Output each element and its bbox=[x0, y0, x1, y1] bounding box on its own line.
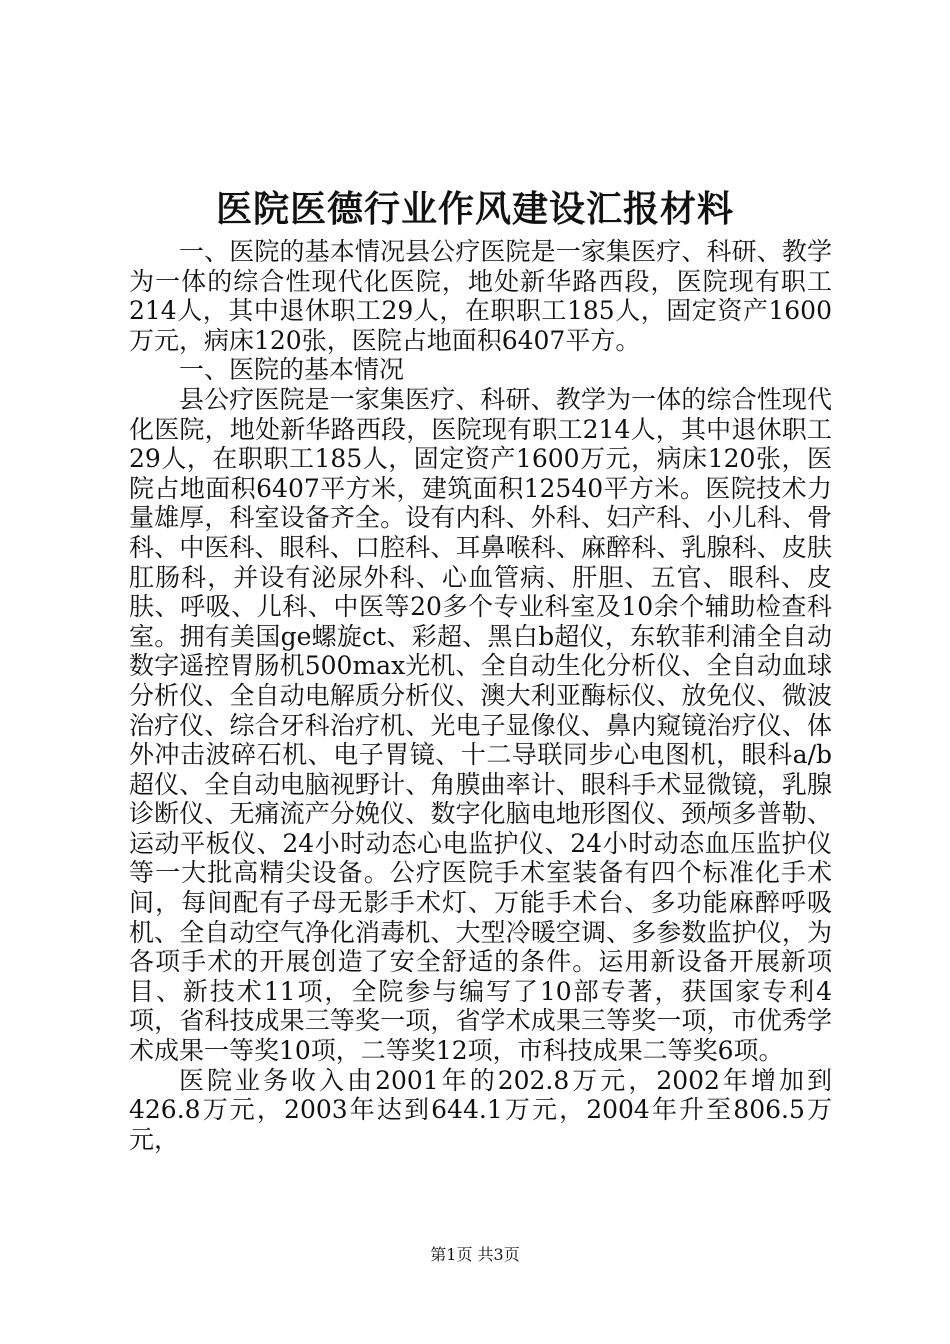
paragraph-revenue: 医院业务收入由2001年的202.8万元，2002年增加到426.8万元，2003年达到644.1万元，2004年升至806.5万元， bbox=[129, 1065, 832, 1154]
section-heading-basic-info: 一、医院的基本情况 bbox=[179, 355, 405, 385]
paragraph-basic-info: 县公疗医院是一家集医疗、科研、教学为一体的综合性现代化医院，地处新华路西段，医院现有职工214人，其中退休职工29人，在职职工185人，固定资产1600万元，病床120张，医院占地面积6407平方米，建筑面积12540平方米。医院技术力量雄厚，科室设备齐全。设有内科、外科、妇产科、小儿科、骨科、中医科、眼科、口腔科、耳鼻喉科、麻醉科、乳腺科、皮肤肛肠科，并设有泌尿外科、心血管病、肝胆、五官、眼科、皮肤、呼吸、儿科、中医等20多个专业科室及10余个辅助检查科室。拥有美国ge螺旋ct、彩超、黑白b超仪，东软菲利浦全自动数字遥控胃肠机500max光机、全自动生化分析仪、全自动血球分析仪、全自动电解质分析仪、澳大利亚酶标仪、放免仪、微波治疗仪、综合牙科治疗机、光电子显像仪、鼻内窥镜治疗仪、体外冲击波碎石机、电子胃镜、十二导联同步心电图机，眼科a/b超仪、全自动电脑视野计、角膜曲率计、眼科手术显微镜，乳腺诊断仪、无痛流产分娩仪、数字化脑电地形图仪、颈颅多普勒、运动平板仪、24小时动态心电监护仪、24小时动态血压监护仪等一大批高精尖设备。公疗医院手术室装备有四个标准化手术间，每间配有子母无影手术灯、万能手术台、多功能麻醉呼吸机、全自动空气净化消毒机、大型冷暖空调、多参数监护仪，为各项手术的开展创造了安全舒适的条件。运用新设备开展新项目、新技术11项，全院参与编写了10部专著，获国家专利4项，省科技成果三等奖一项，省学术成果三等奖一项，市优秀学术成果一等奖10项，二等奖12项，市科技成果二等奖6项。 bbox=[129, 384, 832, 1066]
page-number: 第1页 共3页 bbox=[430, 1245, 520, 1264]
paragraph-summary: 一、医院的基本情况县公疗医院是一家集医疗、科研、教学为一体的综合性现代化医院，地处新华路西段，医院现有职工214人，其中退休职工29人，在职职工185人，固定资产1600万元，病床120张，医院占地面积6407平方。 bbox=[129, 237, 832, 355]
document-title: 医院医德行业作风建设汇报材料 bbox=[215, 188, 734, 230]
document-body bbox=[129, 237, 832, 1154]
